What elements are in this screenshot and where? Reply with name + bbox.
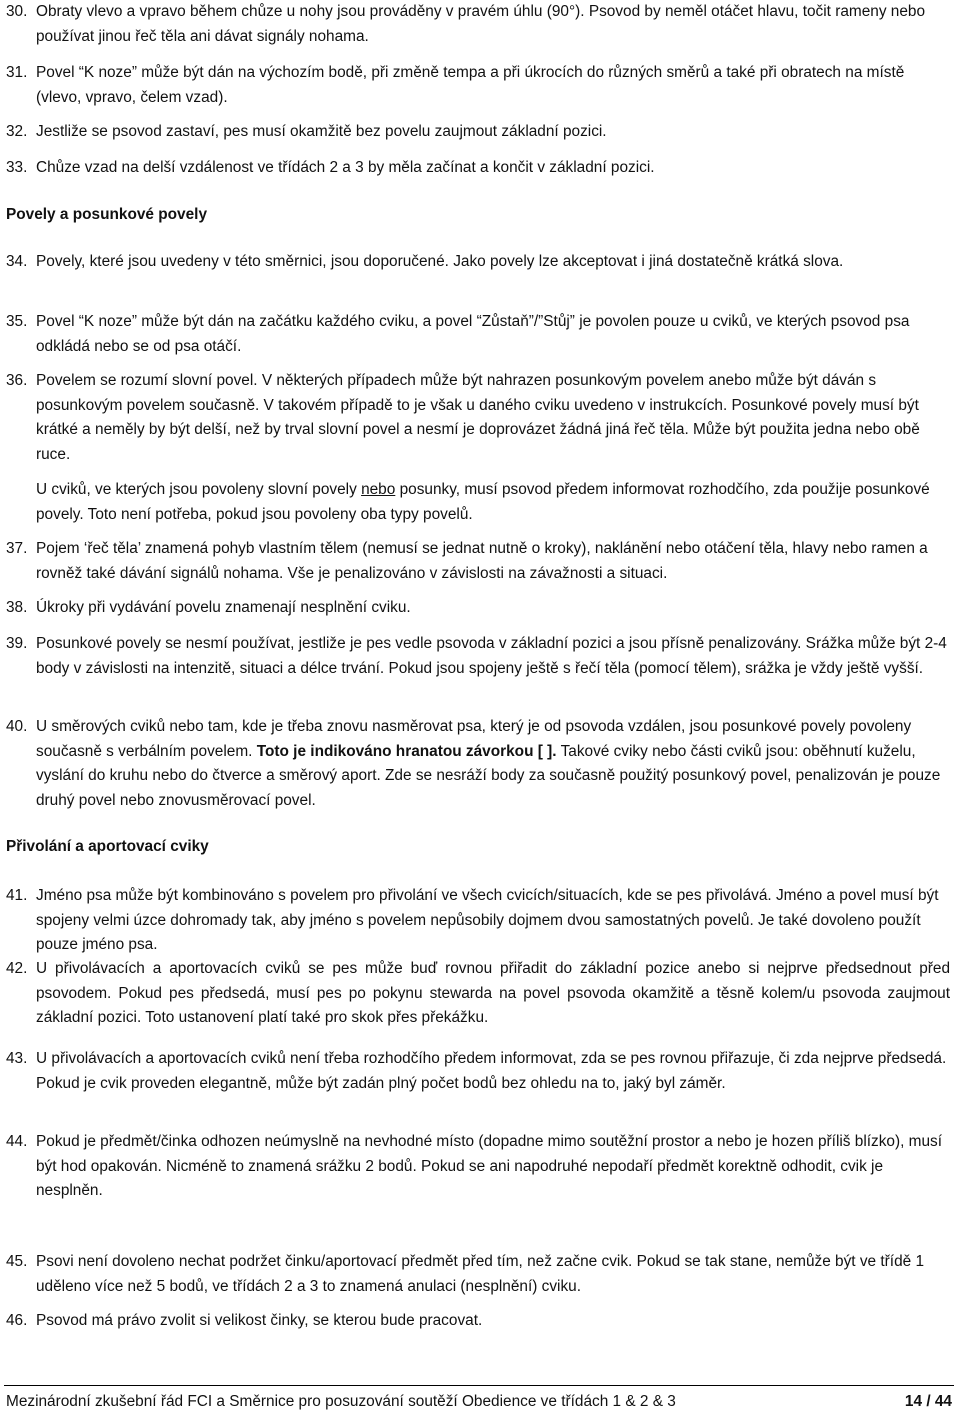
item-number: 32. bbox=[6, 123, 28, 140]
item-text: U přivolávacích a aportovacích cviků není třeba rozhodčího předem informovat, zda se pes rovnou přiřazuje, či zda nejprve předsedá. Pokud je cvik proveden elegantně, může být zadán plný počet bodů bez ohledu na to, jaký byl záměr. bbox=[36, 1050, 947, 1092]
item-number: 35. bbox=[6, 313, 28, 330]
list-item-39 bbox=[6, 632, 950, 681]
item-text-bold: Toto je indikováno hranatou závorkou [ ]. bbox=[256, 742, 557, 760]
item-number: 40. bbox=[6, 718, 28, 735]
list-item-44 bbox=[6, 1130, 950, 1204]
item-number: 36. bbox=[6, 372, 28, 389]
item-number: 34. bbox=[6, 253, 28, 270]
item-number: 33. bbox=[6, 159, 28, 176]
footer-title: Mezinárodní zkušební řád FCI a Směrnice pro posuzování soutěží Obedience ve třídách 1 & 2 & 3 bbox=[6, 1393, 676, 1410]
list-item-33 bbox=[6, 156, 950, 181]
item-text: Povel “K noze” může být dán na začátku každého cviku, a povel “Zůstaň”/”Stůj” je povolen pouze u cviků, ve kterých psovod psa odkládá nebo se od psa otáčí. bbox=[36, 313, 910, 355]
item-number: 37. bbox=[6, 540, 28, 557]
item-text: Obraty vlevo a vpravo během chůze u nohy jsou prováděny v pravém úhlu (90°). Psovod by neměl otáčet hlavu, točit rameny nebo používat jinou řeč těla ani dávat signály nohama. bbox=[36, 3, 926, 45]
paragraph-text: posunky, musí psovod předem informovat rozhodčího, zda použije posunkové povely. Toto není potřeba, pokud jsou povoleny oba typy povelů. bbox=[36, 481, 930, 523]
page-number: 14 / 44 bbox=[904, 1393, 952, 1410]
item-number: 46. bbox=[6, 1312, 28, 1329]
list-item-34 bbox=[6, 250, 950, 275]
item-text: Úkroky při vydávání povelu znamenají nesplnění cviku. bbox=[36, 599, 411, 616]
paragraph-text: U cviků, ve kterých jsou povoleny slovní povely bbox=[36, 481, 362, 498]
list-item-30 bbox=[6, 0, 950, 49]
item-text: Jméno psa může být kombinováno s povelem pro přivolání ve všech cvicích/situacích, kde se pes přivolává. Jméno a povel musí být spojeny velmi úzce dohromady tak, aby jméno s povelem nepůsobily dojmem dvou samostatných povelů. Je také dovoleno použít pouze jméno psa. bbox=[36, 887, 939, 953]
item-number: 44. bbox=[6, 1133, 28, 1150]
list-item-41 bbox=[6, 884, 950, 958]
item-number: 39. bbox=[6, 635, 28, 652]
item-text-part: Takové cviky nebo části cviků jsou: oběhnutí kuželu, vyslání do kruhu nebo do čtverce a směrový aport. Zde se nesráží body za současně použitý posunkový povel, penalizován je pouze druhý povel nebo znovusměrovací povel. bbox=[36, 742, 941, 809]
item-text: Povel “K noze” může být dán na výchozím bodě, při změně tempa a při úkrocích do různých směrů a také při obratech na místě (vlevo, vpravo, čelem vzad). bbox=[36, 64, 905, 106]
item-text bbox=[36, 715, 950, 813]
list-item-45 bbox=[6, 1250, 950, 1299]
item-text: Posunkové povely se nesmí používat, jestliže je pes vedle psovoda v základní pozici a jsou přísně penalizovány. Srážka může být 2-4 body v závislosti na intenzitě, situaci a délce trvání. Pokud jsou spojeny ještě s řečí těla (pomocí tělem), srážka je vždy ještě vyšší. bbox=[36, 635, 947, 677]
item-text: Psovi není dovoleno nechat podržet činku/aportovací předmět před tím, než začne cvik. Pokud se tak stane, nemůže být ve třídě 1 uděleno více než 5 bodů, ve třídách 2 a 3 to znamená anulaci (nesplnění) cviku. bbox=[36, 1253, 925, 1295]
item-text: Chůze vzad na delší vzdálenost ve třídách 2 a 3 by měla začínat a končit v základní pozici. bbox=[36, 159, 655, 176]
item-text: Psovod má právo zvolit si velikost činky, se kterou bude pracovat. bbox=[36, 1312, 483, 1329]
item-text: U přivolávacích a aportovacích cviků se pes může buď rovnou přiřadit do základní pozice anebo si nejprve předsednout před psovodem. Pokud pes předsedá, musí pes po pokynu stewarda na povel psovoda okamžitě a těsně kolem/u psovoda zaujmout základní pozici. Toto ustanovení platí také pro skok přes překážku. bbox=[36, 960, 950, 1026]
footer-divider bbox=[4, 1385, 954, 1386]
item-text: Jestliže se psovod zastaví, pes musí okamžitě bez povelu zaujmout základní pozici. bbox=[36, 123, 607, 140]
list-item-32 bbox=[6, 120, 950, 145]
item-text: Povely, které jsou uvedeny v této směrnici, jsou doporučené. Jako povely lze akceptovat i jiná dostatečně krátká slova. bbox=[36, 253, 844, 270]
list-item-31 bbox=[6, 61, 950, 110]
item-text: Povelem se rozumí slovní povel. V některých případech může být nahrazen posunkovým povelem anebo může být dáván s posunkovým povelem současně. V takovém případě to je však u daného cviku uvedeno v instrukcích. Posunkové povely musí být krátké a neměly by být delší, než by trval slovní povel a nesmí je doprovázet žádná jiná řeč těla. Může být použita jedna nebo obě ruce. bbox=[36, 372, 920, 463]
section-heading-privolani: Přivolání a aportovací cviky bbox=[6, 838, 209, 855]
list-item-42 bbox=[6, 957, 950, 1031]
item-number: 41. bbox=[6, 887, 28, 904]
item-number: 30. bbox=[6, 3, 28, 20]
underlined-word: nebo bbox=[361, 481, 396, 498]
item-number: 31. bbox=[6, 64, 28, 81]
item-number: 42. bbox=[6, 960, 28, 977]
item-text: Pokud je předmět/činka odhozen neúmyslně na nevhodné místo (dopadne mimo soutěžní prostor a nebo je hozen příliš blízko), musí být hod opakován. Nicméně to znamená srážku 2 bodů. Pokud se ani napodruhé nepodaří předmět korektně odhodit, cvik je nesplněn. bbox=[36, 1133, 942, 1199]
paragraph-36-continued bbox=[36, 478, 950, 527]
list-item-38 bbox=[6, 596, 950, 621]
list-item-35 bbox=[6, 310, 950, 359]
list-item-40 bbox=[6, 715, 950, 813]
list-item-46 bbox=[6, 1309, 950, 1334]
item-text-part: U směrových cviků nebo tam, kde je třeba znovu nasměrovat psa, který je od psovoda vzdálen, jsou posunkové povely povoleny současně s verbálním povelem. bbox=[36, 718, 912, 760]
list-item-36 bbox=[6, 369, 950, 467]
item-text: Pojem ‘řeč těla’ znamená pohyb vlastním tělem (nemusí se jednat nutně o kroky), naklánění nebo otáčení těla, hlavy nebo ramen a rovněž také dávání signálů nohama. Vše je penalizováno v závislosti na závažnosti a situaci. bbox=[36, 540, 928, 582]
item-number: 45. bbox=[6, 1253, 28, 1270]
list-item-37 bbox=[6, 537, 950, 586]
list-item-43 bbox=[6, 1047, 950, 1096]
item-number: 43. bbox=[6, 1050, 28, 1067]
section-heading-povely: Povely a posunkové povely bbox=[6, 206, 208, 223]
item-number: 38. bbox=[6, 599, 28, 616]
